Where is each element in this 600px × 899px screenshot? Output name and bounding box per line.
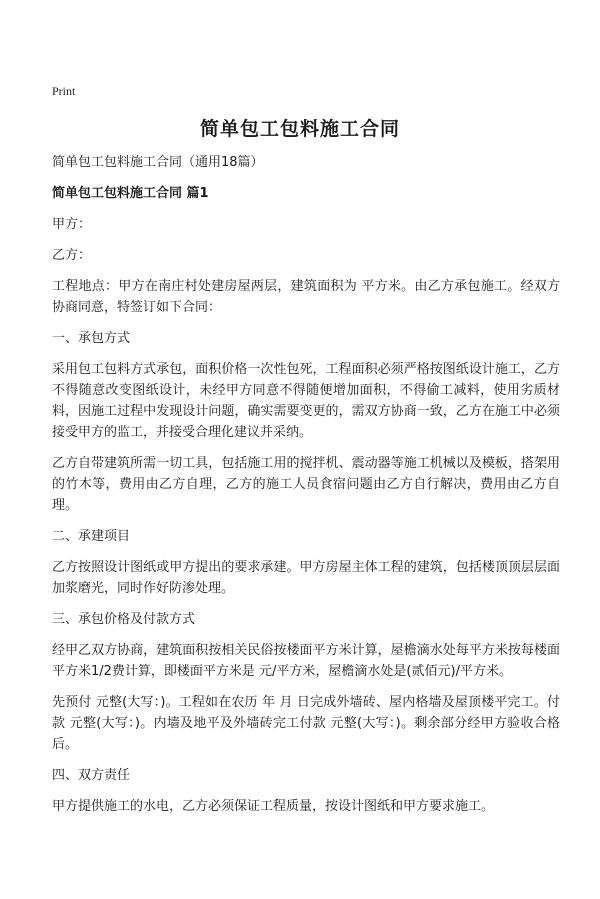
document-subtitle: 简单包工包料施工合同（通用18篇） (52, 155, 264, 170)
clause-1-paragraph-2: 乙方自带建筑所需一切工具，包括施工用的搅拌机、震动器等施工机械以及模板，搭架用的竹木等，费用由乙方自理，乙方的施工人员食宿问题由乙方自行解决，费用由乙方自理。 (52, 456, 560, 513)
clause-4-paragraph-1: 甲方提供施工的水电，乙方必须保证工程质量，按设计图纸和甲方要求施工。 (52, 799, 495, 814)
clause-3-title: 三、承包价格及付款方式 (52, 612, 196, 627)
clause-3-paragraph-1: 经甲乙双方协商，建筑面积按相关民俗按楼面平方米计算，屋檐滴水处每平方米按每楼面平方米1/2费计算，即楼面平方米是 元/平方米，屋檐滴水处是(贰佰元)/平方米。 (52, 643, 560, 679)
intro-paragraph: 工程地点：甲方在南庄村处建房屋两层，建筑面积为 平方米。由乙方承包施工。经双方协商同意，特签订如下合同： (52, 279, 560, 315)
clause-1-title: 一、承包方式 (52, 331, 131, 346)
party-b-line: 乙方： (52, 248, 92, 263)
clause-1-paragraph-1: 采用包工包料方式承包，面积价格一次性包死，工程面积必须严格按图纸设计施工，乙方不得随意改变图纸设计，未经甲方同意不得随便增加面积，不得偷工减料，使用劣质材料，因施工过程中发现设计问题，确实需要变更的，需双方协商一致，乙方在施工中必须接受甲方的监工，并接受合理化建议并采纳。 (52, 362, 560, 440)
clause-3-paragraph-2: 先预付 元整(大写：)。工程如在农历 年 月 日完成外墙砖、屋内格墙及屋顶楼平完工。付款 元整(大写：)。内墙及地平及外墙砖完工付款 元整(大写：)。剩余部分经甲方验收合格后。 (52, 695, 560, 752)
party-a-line: 甲方： (52, 217, 92, 232)
section-heading: 简单包工包料施工合同 篇1 (52, 186, 209, 201)
clause-2-title: 二、承建项目 (52, 529, 131, 544)
clause-4-title: 四、双方责任 (52, 768, 131, 783)
document-body (52, 152, 560, 827)
print-label: Print (52, 84, 76, 98)
document-title: 简单包工包料施工合同 (199, 118, 400, 140)
clause-2-paragraph-1: 乙方按照设计图纸或甲方提出的要求承建。甲方房屋主体工程的建筑，包括楼顶顶层层面加浆磨光，同时作好防渗处理。 (52, 560, 560, 596)
